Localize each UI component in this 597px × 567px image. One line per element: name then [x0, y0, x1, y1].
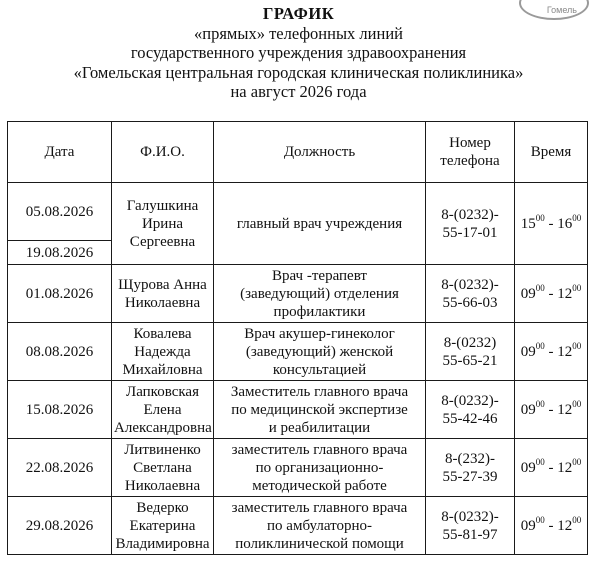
time-from-minutes: 00: [535, 514, 545, 525]
time-from-minutes: 00: [535, 282, 545, 293]
table-row: [8, 265, 588, 323]
time-to: 12: [557, 401, 573, 418]
position-line: и реабилитации: [268, 419, 371, 436]
fio-line: Надежда: [134, 343, 191, 360]
document-header: [0, 4, 597, 102]
fio-line: Светлана: [133, 459, 192, 476]
schedule-table: [7, 121, 588, 555]
fio-line: Лапковская: [126, 383, 199, 400]
time-to-minutes: 00: [572, 212, 582, 223]
col-header-phone: [426, 122, 515, 183]
time-from: 09: [520, 401, 536, 418]
col-header-fio: Ф.И.О.: [112, 122, 214, 183]
position-line: профилактики: [273, 303, 366, 320]
time-separator: -: [544, 215, 558, 232]
cell-time: [515, 265, 588, 323]
position-line: Заместитель главного врача: [230, 383, 409, 400]
col-header-time: Время: [515, 122, 588, 183]
cell-time: [515, 381, 588, 439]
time-to: 12: [557, 517, 573, 534]
cell-time: [515, 439, 588, 497]
time-to: 12: [557, 459, 573, 476]
cell-phone: [426, 381, 515, 439]
table-row: [8, 439, 588, 497]
header-line-3: государственного учреждения здравоохранения: [130, 43, 467, 63]
phone-line: 55-81-97: [442, 526, 498, 543]
cell-date: 29.08.2026: [8, 497, 112, 555]
col-header-phone-line1: Номер: [449, 135, 491, 151]
phone-line: 8-(0232)-: [441, 276, 499, 293]
col-header-date: Дата: [8, 122, 112, 183]
fio-line: Ведерко: [136, 499, 189, 516]
fio-line: Сергеевна: [129, 233, 196, 250]
cell-fio: [112, 381, 214, 439]
fio-line: Екатерина: [129, 517, 196, 534]
table-header-row: [8, 122, 588, 183]
cell-phone: [426, 183, 515, 265]
time-to-minutes: 00: [572, 514, 582, 525]
cell-fio: [112, 323, 214, 381]
position-line: Врач -терапевт: [272, 267, 367, 284]
position-line: по амбулаторно-: [267, 517, 372, 534]
fio-line: Ирина: [141, 215, 184, 232]
phone-line: 55-17-01: [442, 224, 498, 241]
time-from: 09: [520, 517, 536, 534]
table-row: [8, 183, 588, 241]
cell-time: [515, 183, 588, 265]
cell-position: [214, 183, 426, 265]
stamp-text: Гомель: [546, 5, 577, 15]
cell-time: [515, 497, 588, 555]
fio-line: Галушкина: [126, 197, 199, 214]
fio-line: Михайловна: [122, 361, 203, 378]
position-line: (заведующий) женской: [245, 343, 394, 360]
cell-date: 08.08.2026: [8, 323, 112, 381]
position-line: Врач акушер-гинеколог: [244, 325, 395, 342]
phone-line: 8-(0232): [443, 334, 497, 351]
fio-line: Николаевна: [124, 294, 201, 311]
time-separator: -: [544, 285, 558, 302]
position-line: заместитель главного врача: [231, 441, 408, 458]
fio-line: Литвиненко: [124, 441, 201, 458]
time-separator: -: [544, 401, 558, 418]
phone-line: 55-65-21: [442, 352, 498, 369]
table-row: [8, 381, 588, 439]
time-to-minutes: 00: [572, 282, 582, 293]
cell-fio: [112, 439, 214, 497]
cell-date: 15.08.2026: [8, 381, 112, 439]
fio-line: Владимировна: [115, 535, 210, 552]
time-from-minutes: 00: [535, 340, 545, 351]
cell-date: 22.08.2026: [8, 439, 112, 497]
cell-phone: [426, 323, 515, 381]
phone-line: 8-(0232)-: [441, 206, 499, 223]
cell-phone: [426, 497, 515, 555]
time-from: 09: [520, 343, 536, 360]
time-from-minutes: 00: [535, 398, 545, 409]
time-from: 15: [520, 215, 536, 232]
fio-line: Ковалева: [133, 325, 192, 342]
phone-line: 8-(0232)-: [441, 392, 499, 409]
cell-phone: [426, 439, 515, 497]
time-to-minutes: 00: [572, 398, 582, 409]
cell-fio: [112, 183, 214, 265]
phone-line: 55-66-03: [442, 294, 498, 311]
time-from-minutes: 00: [535, 456, 545, 467]
phone-line: 8-(0232)-: [441, 508, 499, 525]
time-to: 12: [557, 285, 573, 302]
position-line: методической работе: [252, 477, 387, 494]
cell-date: 01.08.2026: [8, 265, 112, 323]
fio-line: Елена: [143, 401, 182, 418]
phone-line: 55-42-46: [442, 410, 498, 427]
cell-phone: [426, 265, 515, 323]
position-line: поликлинической помощи: [235, 535, 404, 552]
document-title: ГРАФИК: [262, 4, 335, 23]
position-line: заместитель главного врача: [231, 499, 408, 516]
header-line-2: «прямых» телефонных линий: [194, 23, 403, 43]
col-header-phone-line2: телефона: [440, 153, 500, 169]
fio-line: Александровна: [114, 419, 212, 436]
phone-line: 55-27-39: [442, 468, 498, 485]
position-line: главный врач учреждения: [236, 215, 403, 232]
time-to-minutes: 00: [572, 340, 582, 351]
time-separator: -: [544, 459, 558, 476]
table-row: [8, 323, 588, 381]
time-to-minutes: 00: [572, 456, 582, 467]
cell-position: [214, 265, 426, 323]
time-to: 16: [557, 215, 573, 232]
cell-date: 05.08.2026: [8, 183, 112, 241]
cell-time: [515, 323, 588, 381]
table-row: [8, 497, 588, 555]
col-header-position: Должность: [214, 122, 426, 183]
time-to: 12: [557, 343, 573, 360]
fio-line: Щурова Анна: [118, 276, 207, 293]
position-line: по медицинской экспертизе: [231, 401, 408, 418]
cell-fio: [112, 497, 214, 555]
time-separator: -: [544, 343, 558, 360]
header-line-5: на август 2026 года: [230, 82, 367, 102]
time-from-minutes: 00: [535, 212, 545, 223]
time-from: 09: [520, 459, 536, 476]
cell-date: 19.08.2026: [8, 241, 112, 265]
phone-line: 8-(232)-: [445, 450, 495, 467]
cell-position: [214, 323, 426, 381]
cell-position: [214, 497, 426, 555]
cell-fio: [112, 265, 214, 323]
time-separator: -: [544, 517, 558, 534]
header-line-4: «Гомельская центральная городская клиническая поликлиника»: [73, 62, 524, 82]
fio-line: Николаевна: [124, 477, 201, 494]
cell-position: [214, 439, 426, 497]
position-line: по организационно-: [255, 459, 384, 476]
cell-position: [214, 381, 426, 439]
position-line: консультацией: [272, 361, 367, 378]
position-line: (заведующий) отделения: [240, 285, 399, 302]
time-from: 09: [520, 285, 536, 302]
